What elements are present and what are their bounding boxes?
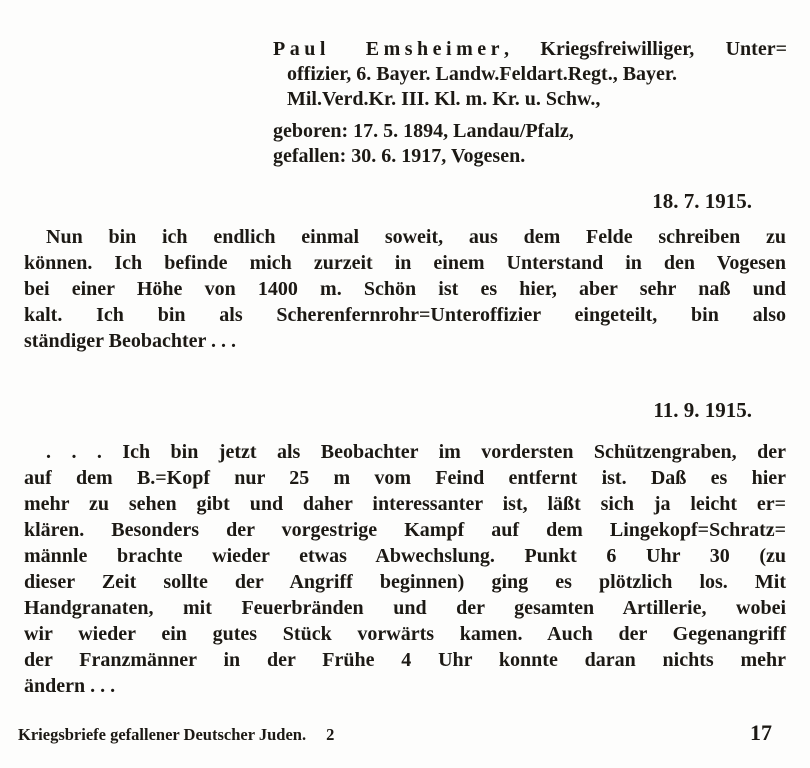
signature-number: 2 — [326, 725, 335, 744]
footer-catchword: Kriegsbriefe gefallener Deutscher Juden. — [18, 725, 307, 744]
letter-1-paragraph — [24, 224, 786, 354]
body-line: bei einer Höhe von 1400 m. Schön ist es hier, aber sehr naß und — [24, 278, 786, 300]
body-line: ändern . . . — [24, 675, 116, 697]
letter-2-date: 11. 9. 1915. — [653, 398, 752, 422]
header-line-1 — [273, 37, 787, 62]
body-line: können. Ich befinde mich zurzeit in einem Unterstand in den Vogesen — [24, 252, 786, 274]
body-line: ständiger Beobachter . . . — [24, 330, 237, 352]
body-line: dieser Zeit sollte der Angriff beginnen) ging es plötzlich los. Mit — [24, 571, 786, 593]
footer-catchword-group — [18, 723, 334, 747]
body-line: mehr zu sehen gibt und daher interessanter ist, läßt sich ja leicht er= — [24, 493, 786, 515]
page-footer — [18, 720, 786, 747]
letter-2-paragraph — [24, 439, 786, 699]
header-line-1-rest: , Kriegsfreiwilliger, Unter= — [504, 38, 787, 60]
body-line: . . . Ich bin jetzt als Beobachter im vordersten Schützengraben, der — [46, 441, 786, 463]
letter-1-date: 18. 7. 1915. — [652, 189, 752, 213]
body-line: der Franzmänner in der Frühe 4 Uhr konnte daran nichts mehr — [24, 649, 786, 671]
body-line: Nun bin ich endlich einmal soweit, aus dem Felde schreiben zu — [46, 226, 786, 248]
body-line: Handgranaten, mit Feuerbränden und der gesamten Artillerie, wobei — [24, 597, 786, 619]
born-line: geboren: 17. 5. 1894, Landau/Pfalz, — [273, 120, 574, 142]
body-line: klären. Besonders der vorgestrige Kampf auf dem Lingekopf=Schratz= — [24, 519, 786, 541]
fallen-line: gefallen: 30. 6. 1917, Vogesen. — [273, 145, 526, 167]
body-line: wir wieder ein gutes Stück vorwärts kamen. Auch der Gegenangriff — [24, 623, 786, 645]
header-line-2: offizier, 6. Bayer. Landw.Feldart.Regt., Bayer. — [287, 63, 677, 85]
header-line-3: Mil.Verd.Kr. III. Kl. m. Kr. u. Schw., — [287, 88, 601, 110]
soldier-header — [273, 37, 787, 169]
body-line: männle brachte wieder etwas Abwechslung. Punkt 6 Uhr 30 (zu — [24, 545, 786, 567]
body-line: kalt. Ich bin als Scherenfernrohr=Unteroffizier eingeteilt, bin also — [24, 304, 786, 326]
body-line: auf dem B.=Kopf nur 25 m vom Feind entfernt ist. Daß es hier — [24, 467, 786, 489]
soldier-name: Paul Emsheimer — [273, 38, 505, 60]
page-number: 17 — [750, 720, 772, 745]
